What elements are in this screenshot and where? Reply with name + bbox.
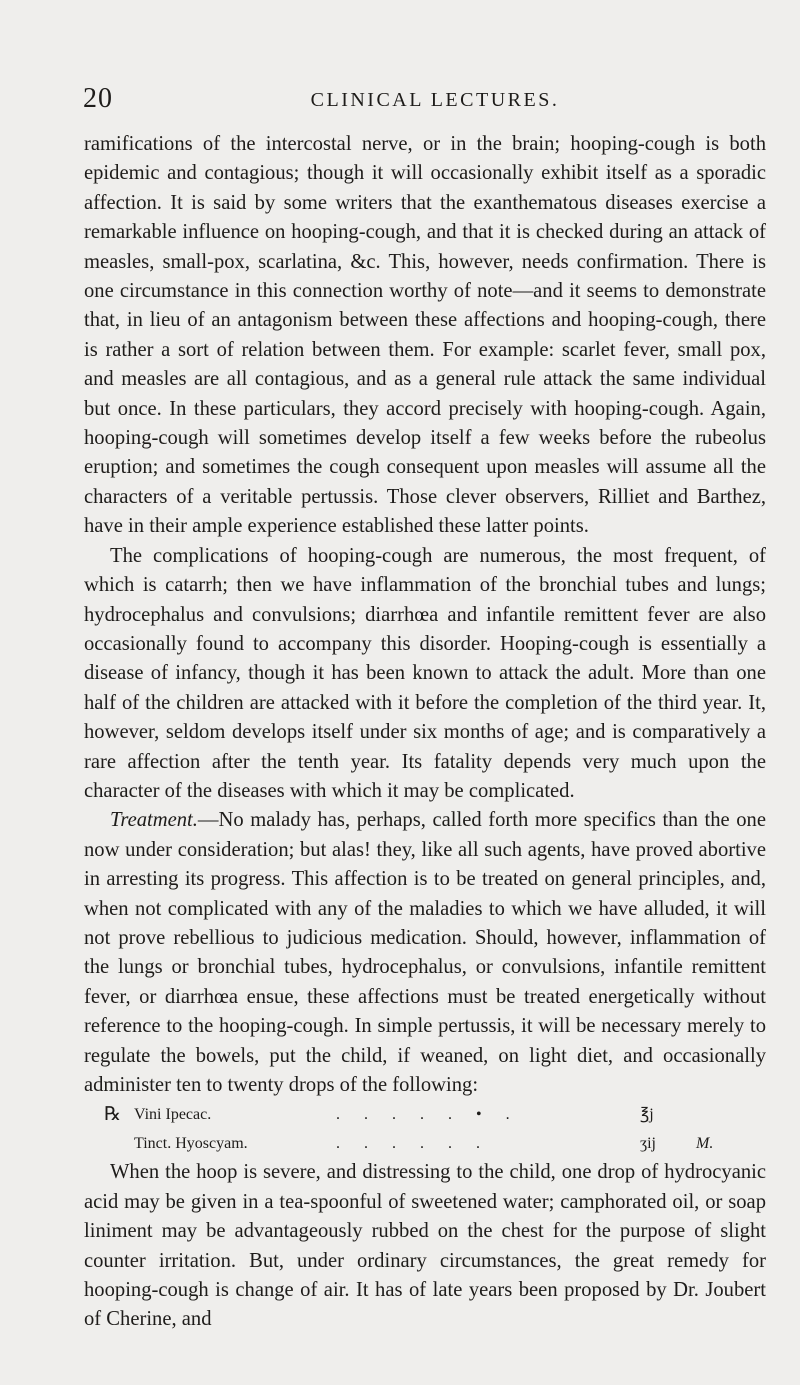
prescription-line: [84, 1129, 766, 1158]
page-header: [80, 82, 760, 116]
paragraph-complications: The complications of hooping-cough are numerous, the most frequent, of which is catarrh; then we have inflammation of the bronchial tubes and lungs; hydrocephalus and convulsions; diarrhœa and infantile remittent fever are also occasionally found to accompany this disorder. Hooping-cough is essentially a disease of infancy, though it has been known to attack the adult. More than one half of the children are attacked with it before the completion of the third year. It, however, seldom develops itself under six months of age; and is comparatively a rare affection after the tenth year. Its fatality depends very much upon the character of the diseases with which it may be complicated.: [84, 544, 766, 802]
prescription-leaders: . . . . . • .: [336, 1106, 520, 1124]
prescription-dose: ℥j: [640, 1106, 654, 1124]
prescription-sig: M.: [696, 1135, 714, 1153]
paragraph-hoop-severe: When the hoop is severe, and distressing to the child, one drop of hydrocyanic acid may be given in a tea-spoonful of sweetened water; camphorated oil, or soap liniment may be advantageously rubbed on the chest for the purpose of slight counter irritation. But, under ordinary circumstances, the great remedy for hooping-cough is change of air. It has of late years been proposed by Dr. Joubert of Cherine, and: [84, 1161, 766, 1331]
paragraph-treatment: [84, 806, 766, 1100]
running-head: CLINICAL LECTURES.: [310, 89, 560, 111]
treatment-heading: Treatment.: [110, 809, 198, 832]
prescription-dose: ʒij: [640, 1135, 656, 1153]
prescription-line: [84, 1100, 766, 1129]
prescription-leaders: . . . . . .: [336, 1135, 490, 1153]
recipe-symbol: ℞: [104, 1104, 122, 1126]
prescription-drug: Vini Ipecac.: [134, 1106, 212, 1124]
page-number: 20: [83, 83, 113, 114]
prescription: [84, 1100, 766, 1158]
prescription-drug: Tinct. Hyoscyam.: [134, 1135, 248, 1153]
treatment-text: —No malady has, perhaps, called forth more specifics than the one now under consideration; but alas! they, like all such agents, have proved abortive in arresting its progress. This affection is to be treated on general principles, and, when not complicated with any of the maladies to which we have alluded, it will not prove rebellious to judicious medication. Should, however, inflammation of the lungs or bronchial tubes, hydrocephalus, or convulsions, infantile remittent fever, or diarrhœa ensue, these affections must be treated energetically without reference to the hooping-cough. In simple pertussis, it will be necessary merely to regulate the bowels, put the child, if weaned, on light diet, and occasionally administer ten to twenty drops of the following:: [84, 809, 766, 1096]
body-text: [84, 130, 766, 1335]
paragraph-continuation: ramifications of the intercostal nerve, or in the brain; hooping-cough is both epidemic and contagious; though it will occasionally exhibit itself as a sporadic affection. It is said by some writers that the exanthematous diseases exercise a remarkable influence on hooping-cough, and that it is checked during an attack of measles, small-pox, scarlatina, &c. This, however, needs confirmation. There is one circumstance in this connection worthy of note—and it seems to demonstrate that, in lieu of an antagonism between these affections and hooping-cough, there is rather a sort of relation between them. For example: scarlet fever, small pox, and measles are all contagious, and as a general rule attack the same individual but once. In these particulars, they accord precisely with hooping-cough. Again, hooping-cough will sometimes develop itself a few weeks before the rubeolus eruption; and sometimes the cough consequent upon measles will assume all the characters of a veritable pertussis. Those clever observers, Rilliet and Barthez, have in their ample experience established these latter points.: [84, 133, 766, 538]
